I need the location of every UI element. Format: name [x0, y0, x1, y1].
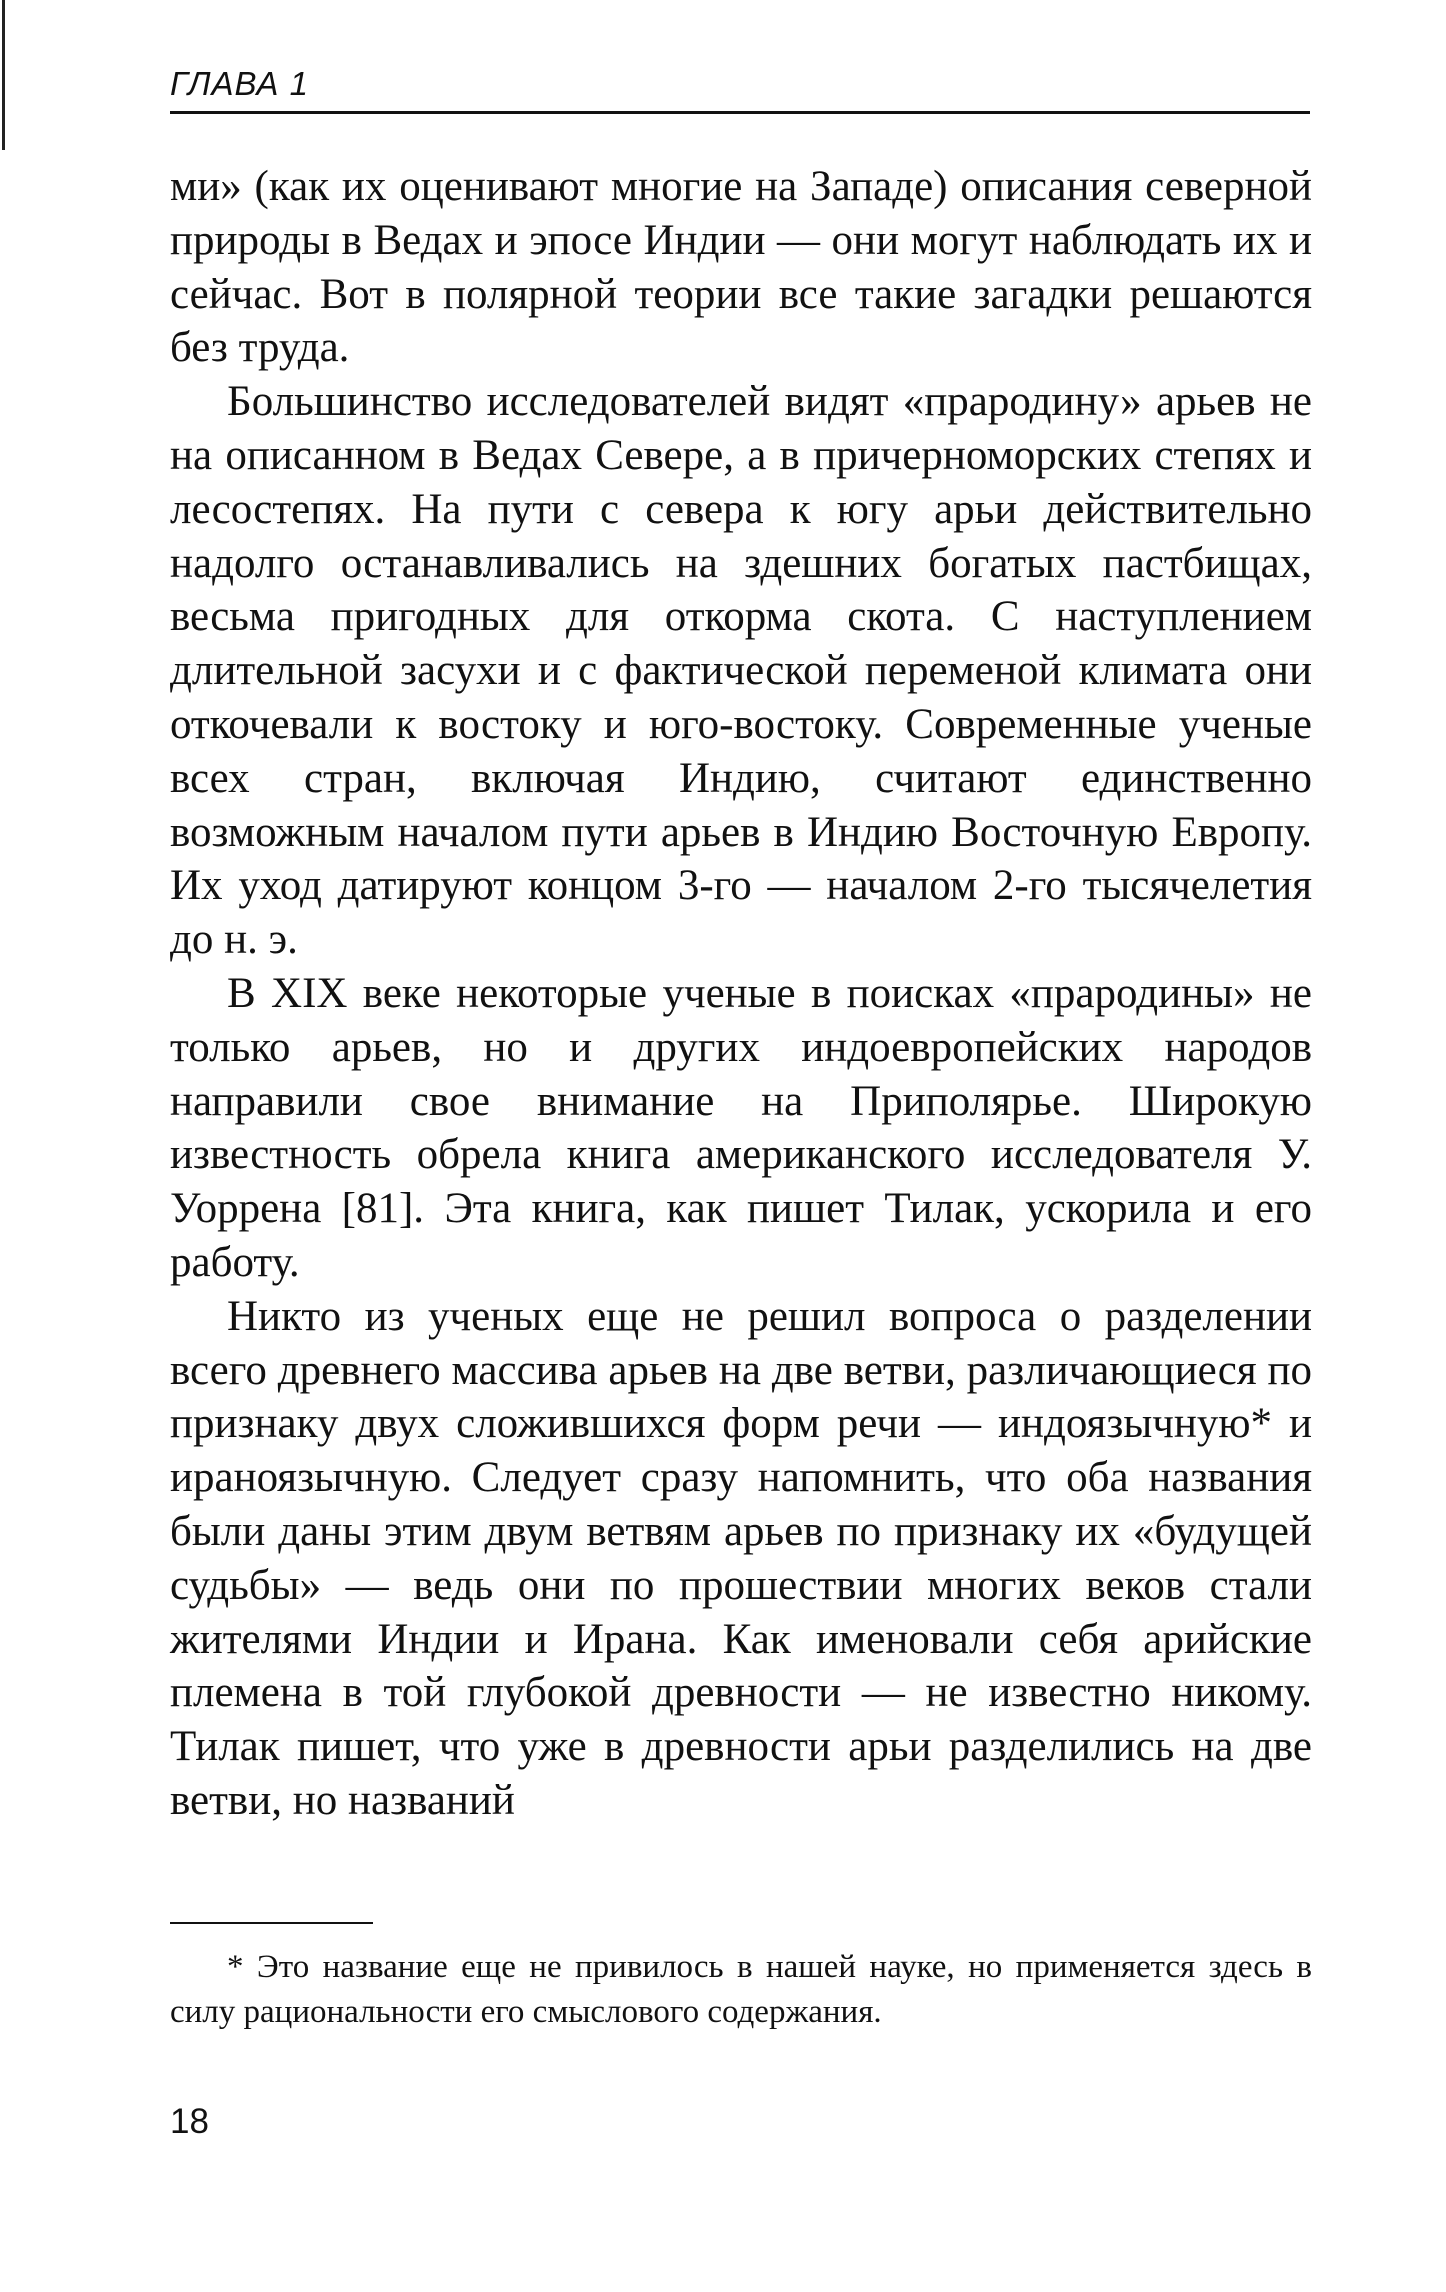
chapter-label: ГЛАВА 1: [170, 65, 309, 102]
main-text: [170, 160, 1312, 1828]
page-number: 18: [170, 2102, 209, 2141]
header-rule: [170, 111, 1310, 114]
paragraph-2: Большинство исследователей видят «прародину» арьев не на описанном в Ведах Севере, а в причерноморских степях и лесостепях. На пути с севера к югу арьи действительно надолго останавливались на здешних богатых пастбищах, весьма пригодных для откорма скота. С наступлением длительной засухи и с фактической переменой климата они откочевали к востоку и юго-востоку. Современные ученые всех стран, включая Индию, считают единственно возможным началом пути арьев в Индию Восточную Европу. Их уход датируют концом 3-го — началом 2-го тысячелетия до н. э.: [170, 378, 1312, 964]
scan-edge-mark: [2, 0, 5, 150]
paragraph-3: В XIX веке некоторые ученые в поисках «прародины» не только арьев, но и других индоевропейских народов направили свое внимание на Приполярье. Широкую известность обрела книга американского исследователя У. Уоррена [81]. Эта книга, как пишет Тилак, ускорила и его работу.: [170, 969, 1312, 1286]
footnote-rule: [170, 1922, 373, 1924]
footnote: * Это название еще не привилось в нашей науке, но применяется здесь в силу рациональности его смыслового содержания.: [170, 1949, 1312, 2030]
paragraph-1: ми» (как их оценивают многие на Западе) описания северной природы в Ведах и эпосе Индии — они могут наблюдать их и сейчас. Вот в полярной теории все такие загадки решаются без труда.: [170, 163, 1312, 372]
running-header: [170, 62, 1310, 106]
paragraph-4: Никто из ученых еще не решил вопроса о разделении всего древнего массива арьев на две ветви, различающиеся по признаку двух сложившихся форм речи — индоязычную* и ираноязычную. Следует сразу напомнить, что оба названия были даны этим двум ветвям арьев по признаку их «будущей судьбы» — ведь они по прошествии многих веков стали жителями Индии и Ирана. Как именовали себя арийские племена в той глубокой древности — не известно никому. Тилак пишет, что уже в древности арьи разделились на две ветви, но названий: [170, 1292, 1312, 1824]
